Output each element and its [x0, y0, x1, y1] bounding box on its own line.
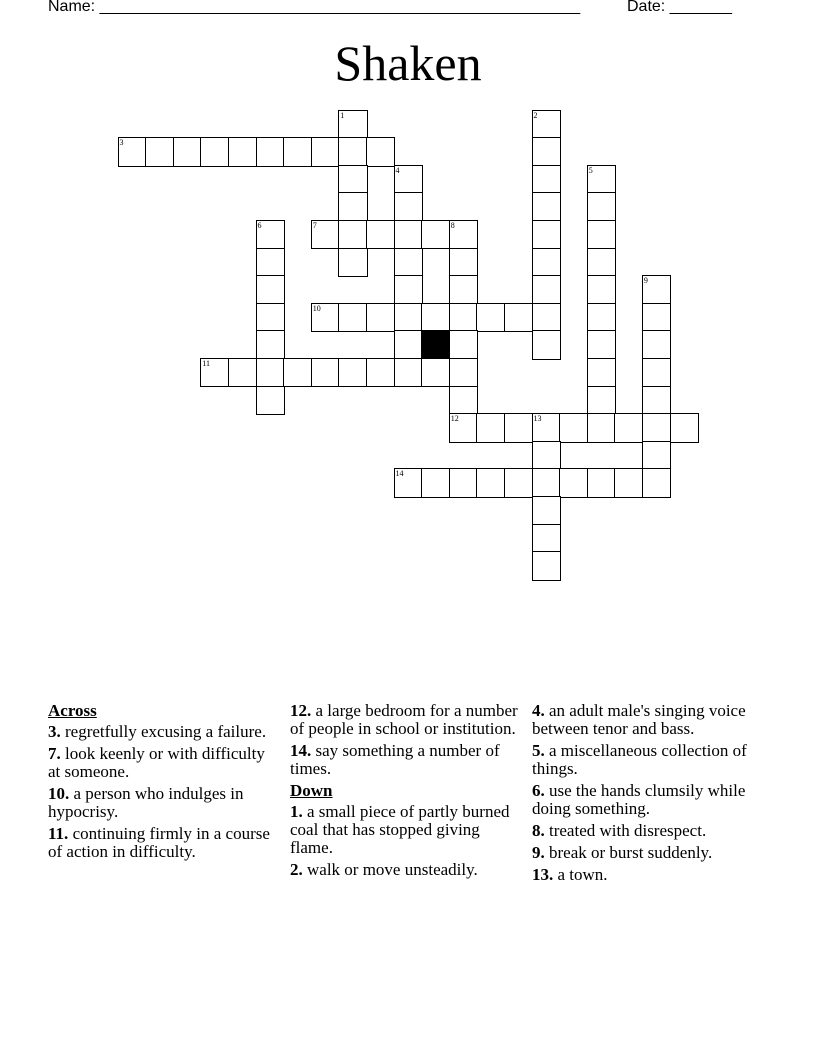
clue-down-1	[290, 803, 522, 857]
grid-cell[interactable]	[449, 386, 479, 416]
grid-cell[interactable]	[476, 413, 506, 443]
grid-cell[interactable]	[311, 137, 341, 167]
clue-across-10	[48, 785, 280, 821]
grid-cell[interactable]	[394, 303, 424, 333]
grid-cell[interactable]	[559, 413, 589, 443]
grid-cell[interactable]	[449, 220, 479, 250]
grid-cell[interactable]	[532, 330, 562, 360]
grid-cell[interactable]	[449, 275, 479, 305]
grid-cell[interactable]	[338, 165, 368, 195]
grid-cell[interactable]	[449, 330, 479, 360]
grid-cell[interactable]	[642, 303, 672, 333]
grid-cell[interactable]	[642, 441, 672, 471]
grid-cell[interactable]	[421, 220, 451, 250]
down-heading: Down	[290, 781, 333, 800]
cell-number: 8	[450, 220, 455, 230]
grid-cell[interactable]	[614, 413, 644, 443]
clue-text: regretfully excusing a failure.	[65, 722, 267, 741]
grid-cell[interactable]	[394, 330, 424, 360]
clue-down-9	[532, 844, 776, 862]
cell-number: 1	[340, 110, 345, 120]
grid-cell[interactable]	[614, 468, 644, 498]
cell-number: 12	[450, 414, 459, 424]
clue-down-8	[532, 822, 776, 840]
clue-number: 4.	[532, 701, 545, 720]
clue-across-7	[48, 745, 280, 781]
grid-cell[interactable]	[449, 468, 479, 498]
grid-block	[421, 330, 451, 360]
grid-cell[interactable]	[587, 275, 617, 305]
cell-number: 11	[202, 358, 210, 368]
grid-cell[interactable]	[256, 386, 286, 416]
grid-cell[interactable]	[532, 441, 562, 471]
grid-cell[interactable]	[587, 358, 617, 388]
across-heading: Across	[48, 701, 97, 720]
clue-across-11	[48, 825, 280, 861]
clue-text: look keenly or with difficulty at someone.	[48, 744, 265, 781]
grid-cell[interactable]	[256, 220, 286, 250]
cell-number: 4	[395, 165, 400, 175]
clue-text: walk or move unsteadily.	[307, 860, 478, 879]
grid-cell[interactable]	[366, 220, 396, 250]
name-field-label: Name: ______________________________________________________	[48, 0, 581, 15]
grid-cell[interactable]	[642, 468, 672, 498]
clue-down-2	[290, 861, 522, 879]
grid-cell[interactable]	[532, 524, 562, 554]
clue-number: 5.	[532, 741, 545, 760]
clue-number: 7.	[48, 744, 61, 763]
grid-cell[interactable]	[366, 358, 396, 388]
cell-number: 13	[533, 414, 542, 424]
grid-cell[interactable]	[311, 220, 341, 250]
cell-number: 7	[312, 220, 317, 230]
clue-number: 8.	[532, 821, 545, 840]
grid-cell[interactable]	[559, 468, 589, 498]
grid-cell[interactable]	[394, 358, 424, 388]
grid-cell[interactable]	[532, 248, 562, 278]
clues-column-1	[48, 702, 280, 865]
grid-cell[interactable]	[642, 330, 672, 360]
grid-cell[interactable]	[532, 137, 562, 167]
grid-cell[interactable]	[200, 137, 230, 167]
grid-cell[interactable]	[532, 551, 562, 581]
clue-number: 9.	[532, 843, 545, 862]
grid-cell[interactable]	[587, 330, 617, 360]
grid-cell[interactable]	[476, 303, 506, 333]
grid-cell[interactable]	[504, 413, 534, 443]
grid-cell[interactable]	[449, 248, 479, 278]
clue-text: say something a number of times.	[290, 741, 500, 778]
grid-cell[interactable]	[642, 275, 672, 305]
grid-cell[interactable]	[366, 303, 396, 333]
grid-cell[interactable]	[642, 386, 672, 416]
grid-cell[interactable]	[394, 220, 424, 250]
clue-number: 2.	[290, 860, 303, 879]
grid-cell[interactable]	[587, 165, 617, 195]
grid-cell[interactable]	[421, 358, 451, 388]
grid-cell[interactable]	[283, 137, 313, 167]
clue-text: a town.	[557, 865, 608, 884]
grid-cell[interactable]	[283, 358, 313, 388]
grid-cell[interactable]	[421, 468, 451, 498]
grid-cell[interactable]	[587, 413, 617, 443]
grid-cell[interactable]	[118, 137, 148, 167]
cell-number: 2	[533, 110, 538, 120]
clue-across-3	[48, 723, 280, 741]
clue-text: a large bedroom for a number of people in school or institution.	[290, 701, 518, 738]
grid-cell[interactable]	[338, 220, 368, 250]
grid-cell[interactable]	[587, 468, 617, 498]
date-field-label: Date: _______	[627, 0, 732, 15]
clue-text: a person who indulges in hypocrisy.	[48, 784, 244, 821]
clue-text: a miscellaneous collection of things.	[532, 741, 747, 778]
grid-cell[interactable]	[587, 192, 617, 222]
clue-down-5	[532, 742, 776, 778]
grid-cell[interactable]	[338, 137, 368, 167]
clue-text: a small piece of partly burned coal that has stopped giving flame.	[290, 802, 510, 857]
grid-cell[interactable]	[256, 303, 286, 333]
grid-cell[interactable]	[670, 413, 700, 443]
clues-column-3	[532, 702, 776, 888]
grid-cell[interactable]	[587, 248, 617, 278]
cell-number: 14	[395, 469, 404, 479]
clue-down-6	[532, 782, 776, 818]
clue-number: 12.	[290, 701, 312, 720]
cell-number: 9	[643, 276, 648, 286]
grid-cell[interactable]	[394, 192, 424, 222]
grid-cell[interactable]	[256, 248, 286, 278]
grid-cell[interactable]	[311, 303, 341, 333]
grid-cell[interactable]	[338, 192, 368, 222]
cell-number: 10	[312, 303, 321, 313]
grid-cell[interactable]	[338, 303, 368, 333]
grid-cell[interactable]	[642, 358, 672, 388]
puzzle-title: Shaken	[334, 35, 482, 91]
clue-number: 10.	[48, 784, 70, 803]
clue-number: 6.	[532, 781, 545, 800]
grid-cell[interactable]	[532, 220, 562, 250]
clues-column-2	[290, 702, 522, 883]
grid-cell[interactable]	[587, 220, 617, 250]
clue-down-4	[532, 702, 776, 738]
grid-cell[interactable]	[532, 413, 562, 443]
grid-cell[interactable]	[532, 275, 562, 305]
grid-cell[interactable]	[421, 303, 451, 333]
grid-cell[interactable]	[145, 137, 175, 167]
grid-cell[interactable]	[587, 303, 617, 333]
grid-cell[interactable]	[476, 468, 506, 498]
clue-text: use the hands clumsily while doing something.	[532, 781, 746, 818]
clue-number: 13.	[532, 865, 554, 884]
grid-cell[interactable]	[228, 358, 258, 388]
grid-cell[interactable]	[532, 468, 562, 498]
grid-cell[interactable]	[532, 192, 562, 222]
clue-down-13	[532, 866, 776, 884]
clue-text: an adult male's singing voice between tenor and bass.	[532, 701, 746, 738]
grid-cell[interactable]	[338, 110, 368, 140]
clue-number: 1.	[290, 802, 303, 821]
grid-cell[interactable]	[256, 358, 286, 388]
clue-number: 14.	[290, 741, 312, 760]
grid-cell[interactable]	[642, 413, 672, 443]
grid-cell[interactable]	[532, 165, 562, 195]
grid-cell[interactable]	[449, 413, 479, 443]
cell-number: 3	[119, 138, 124, 148]
grid-cell[interactable]	[504, 303, 534, 333]
grid-cell[interactable]	[256, 330, 286, 360]
cell-number: 6	[257, 220, 262, 230]
grid-cell[interactable]	[256, 275, 286, 305]
grid-cell[interactable]	[338, 358, 368, 388]
clue-text: continuing firmly in a course of action in difficulty.	[48, 824, 270, 861]
grid-cell[interactable]	[394, 248, 424, 278]
clue-number: 11.	[48, 824, 69, 843]
grid-cell[interactable]	[311, 358, 341, 388]
grid-cell[interactable]	[394, 468, 424, 498]
grid-cell[interactable]	[504, 468, 534, 498]
clue-number: 3.	[48, 722, 61, 741]
grid-cell[interactable]	[200, 358, 230, 388]
grid-cell[interactable]	[532, 303, 562, 333]
grid-cell[interactable]	[532, 496, 562, 526]
grid-cell[interactable]	[587, 386, 617, 416]
clue-text: break or burst suddenly.	[549, 843, 713, 862]
grid-cell[interactable]	[449, 358, 479, 388]
grid-cell[interactable]	[338, 248, 368, 278]
grid-cell[interactable]	[256, 137, 286, 167]
grid-cell[interactable]	[449, 303, 479, 333]
grid-cell[interactable]	[228, 137, 258, 167]
grid-cell[interactable]	[173, 137, 203, 167]
clue-across-12	[290, 702, 522, 738]
cell-number: 5	[588, 165, 593, 175]
grid-cell[interactable]	[394, 275, 424, 305]
clue-text: treated with disrespect.	[549, 821, 707, 840]
grid-cell[interactable]	[532, 110, 562, 140]
clue-across-14	[290, 742, 522, 778]
grid-cell[interactable]	[366, 137, 396, 167]
grid-cell[interactable]	[394, 165, 424, 195]
